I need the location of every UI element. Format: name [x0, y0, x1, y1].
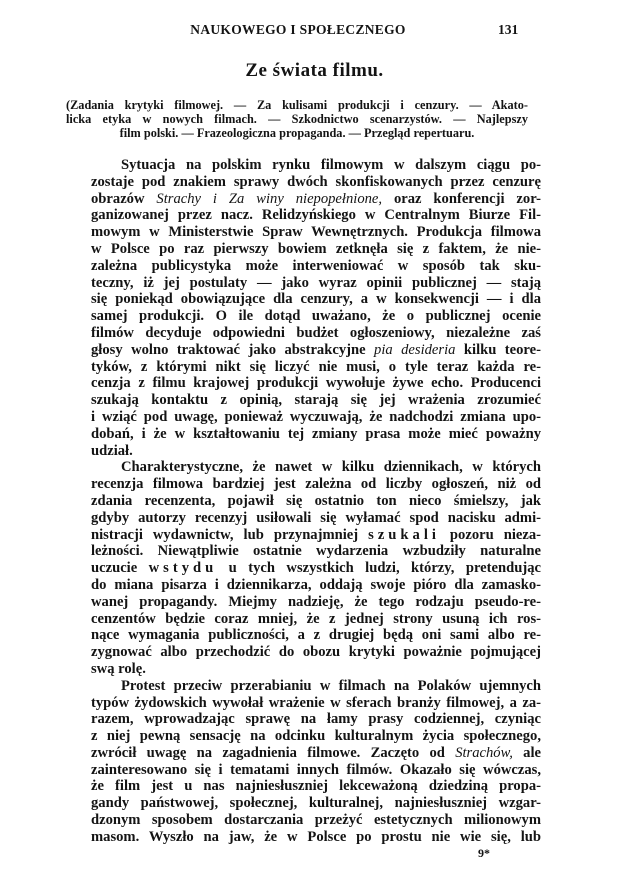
text-segment: udział. — [91, 442, 133, 459]
text-segment: w Polsce po raz pierwszy bowiem zetknęła się z faktem, że nie- — [91, 240, 541, 257]
italic-text: Strachów, — [455, 744, 513, 761]
text-segment: szukają kontaktu z opinią, starają się jej wrażenia zrozumieć — [91, 392, 541, 409]
text-segment: tyków, z którymi nikt się liczyć nie musi, o tyle teraz każda re- — [91, 358, 541, 375]
text-line — [91, 241, 541, 258]
text-line — [91, 560, 541, 577]
italic-text: Strachy i Za winy niepopełnione, — [156, 190, 383, 207]
text-segment: uczucie — [91, 560, 149, 577]
text-line — [91, 627, 541, 644]
text-segment: nistracji wydawnictw, lub przynajmniej — [91, 526, 369, 543]
text-segment: głosy wolno traktować jako abstrakcyjne — [91, 341, 375, 358]
text-line — [91, 762, 541, 779]
text-segment: ganizowanej przez nacz. Relidzyńskiego w Centralnym Biurze Fil- — [91, 207, 541, 224]
text-line — [91, 543, 541, 560]
text-segment: u tych wszystkich ludzi, którzy, pretendując — [217, 560, 541, 577]
text-segment: leżności. Niewątpliwie ostatnie wydarzenia wzbudziły naturalne — [91, 543, 541, 560]
text-line — [91, 409, 541, 426]
text-line — [91, 493, 541, 510]
text-segment: Protest przeciw przerabianiu w filmach na Polaków ujemnych — [121, 677, 541, 694]
text-line — [91, 678, 541, 695]
text-line — [91, 258, 541, 275]
text-line — [91, 342, 541, 359]
text-segment: mowym w Ministerstwie Spraw Wewnętrznych. Produkcja filmowa — [91, 224, 541, 241]
text-line — [91, 644, 541, 661]
article-summary — [66, 98, 528, 140]
text-segment: samej produkcji. O ile dotąd uważano, że o publicznej ocenie — [91, 308, 541, 325]
text-segment: filmów decyduje odpowiedni budżet ogłoszeniowy, niezależne zaś — [91, 324, 541, 341]
text-line — [91, 795, 541, 812]
text-segment: zostaje pod znakiem sprawy dwóch skonfiskowanych przez cenzurę — [91, 173, 541, 190]
text-segment: się poniekąd obowiązujące dla cenzury, a w konsekwencji — i dla — [91, 291, 541, 308]
text-segment: z niej pewną sensację na odcinku kulturalnym życia społecznego, — [91, 728, 541, 745]
text-segment: ale — [512, 744, 541, 761]
text-line — [91, 291, 541, 308]
text-line — [91, 594, 541, 611]
text-line — [91, 207, 541, 224]
text-line — [91, 778, 541, 795]
text-segment: oraz konferencji zor- — [382, 190, 541, 207]
text-line — [91, 611, 541, 628]
summary-line: (Zadania krytyki filmowej. — Za kulisami produkcji i cenzury. — Akato- — [66, 98, 528, 112]
text-line — [91, 577, 541, 594]
article-title: Ze świata filmu. — [245, 60, 384, 81]
text-segment: teczny, iż jej postulaty — jako wyraz opinii publicznej — stają — [91, 274, 541, 291]
text-line — [91, 308, 541, 325]
page-number: 131 — [498, 22, 519, 37]
italic-text: pia desideria — [374, 341, 456, 358]
text-line — [91, 426, 541, 443]
text-line — [91, 157, 541, 174]
summary-line: licka etyka w nowych filmach. — Szkodnictwo scenarzystów. — Najlepszy — [66, 112, 528, 126]
spaced-emphasis-text: wstydu — [148, 560, 218, 577]
text-segment: cenzentów będzie coraz mniej, że z jednej strony usuną ich ros- — [91, 610, 541, 627]
text-segment: dzonym sposobem dostarczania przeżyć estetycznych milionowym — [91, 812, 541, 829]
running-head-title: NAUKOWEGO I SPOŁECZNEGO — [190, 22, 406, 37]
text-segment: obrazów — [91, 190, 157, 207]
text-segment: dobań, i że w kształtowaniu tej zmiany prasa może mieć poważny — [91, 425, 541, 442]
text-segment: wanej propagandy. Miejmy nadzieję, że tego rodzaju pseudo-re- — [91, 593, 541, 610]
text-segment: Charakterystyczne, że nawet w kilku dziennikach, w których — [121, 459, 541, 476]
spaced-emphasis-text: szukali — [368, 526, 440, 543]
text-line — [91, 829, 541, 846]
text-segment: masom. Wyszło na jaw, że w Polsce po prostu nie wie się, lub — [91, 828, 541, 845]
text-line — [91, 695, 541, 712]
text-segment: zdania recenzenta, pojawił się ostatnio ton nieco śmielszy, jak — [91, 492, 541, 509]
text-line — [91, 728, 541, 745]
text-segment: zainteresowano się i tematami innych filmów. Okazało się wówczas, — [91, 761, 541, 778]
running-head — [0, 22, 629, 40]
signature-mark: 9* — [478, 846, 490, 860]
text-segment: gandy państwowej, społecznej, kulturalnej, najniesłuszniej wzgar- — [91, 795, 541, 812]
text-line — [91, 476, 541, 493]
text-line — [91, 711, 541, 728]
text-segment: pozoru nieza- — [439, 526, 541, 543]
text-line — [91, 191, 541, 208]
text-line — [91, 224, 541, 241]
text-segment: kilku teore- — [455, 341, 541, 358]
text-segment: swą rolę. — [91, 660, 146, 677]
text-line — [91, 745, 541, 762]
text-segment: że film jest u nas najniesłuszniej lekceważoną dziedziną propa- — [91, 778, 541, 795]
text-segment: gdyby autorzy recenzyj usiłowali się wyłamać spod nacisku admi- — [91, 509, 541, 526]
text-segment: recenzja filmowa bardziej jest zależna od liczby ogłoszeń, niż od — [91, 476, 541, 493]
text-segment: Sytuacja na polskim rynku filmowym w dalszym ciągu po- — [121, 157, 541, 173]
text-segment: zwrócił uwagę na zagadnienia filmowe. Zaczęto od — [91, 744, 456, 761]
text-line — [91, 510, 541, 527]
text-segment: i wziąć pod uwagę, ponieważ wyczuwają, że nadchodzi zmiana upo- — [91, 408, 541, 425]
text-segment: zygnować albo przechodzić do obozu krytyki poważnie pojmującej — [91, 644, 541, 661]
summary-line: film polski. — Frazeologiczna propaganda. — Przegląd repertuaru. — [119, 126, 475, 140]
text-segment: razem, wprowadzając sprawę na łamy prasy codziennej, czyniąc — [91, 711, 541, 728]
text-line — [91, 459, 541, 476]
text-segment: typów żydowskich wywołał wrażenie w sferach branży filmowej, a za- — [91, 694, 541, 711]
text-segment: do miana pisarza i dziennikarza, oddają swoje pióro dla zamasko- — [91, 576, 541, 593]
text-line — [91, 661, 541, 678]
text-line — [91, 325, 541, 342]
text-line — [91, 527, 541, 544]
text-line — [91, 359, 541, 376]
text-line — [91, 392, 541, 409]
text-segment: nące wymagania publiczności, a z drugiej będą oni sami albo re- — [91, 627, 541, 644]
text-segment: cenzja z filmu krajowej produkcji wywołuje żywe echo. Producenci — [91, 375, 541, 392]
text-line — [91, 812, 541, 829]
text-line — [91, 443, 541, 460]
article-body — [91, 157, 541, 846]
text-line — [91, 375, 541, 392]
text-segment: zależna publicystyka może interweniować w sposób tak sku- — [91, 257, 541, 274]
text-line — [91, 275, 541, 292]
text-line — [91, 174, 541, 191]
